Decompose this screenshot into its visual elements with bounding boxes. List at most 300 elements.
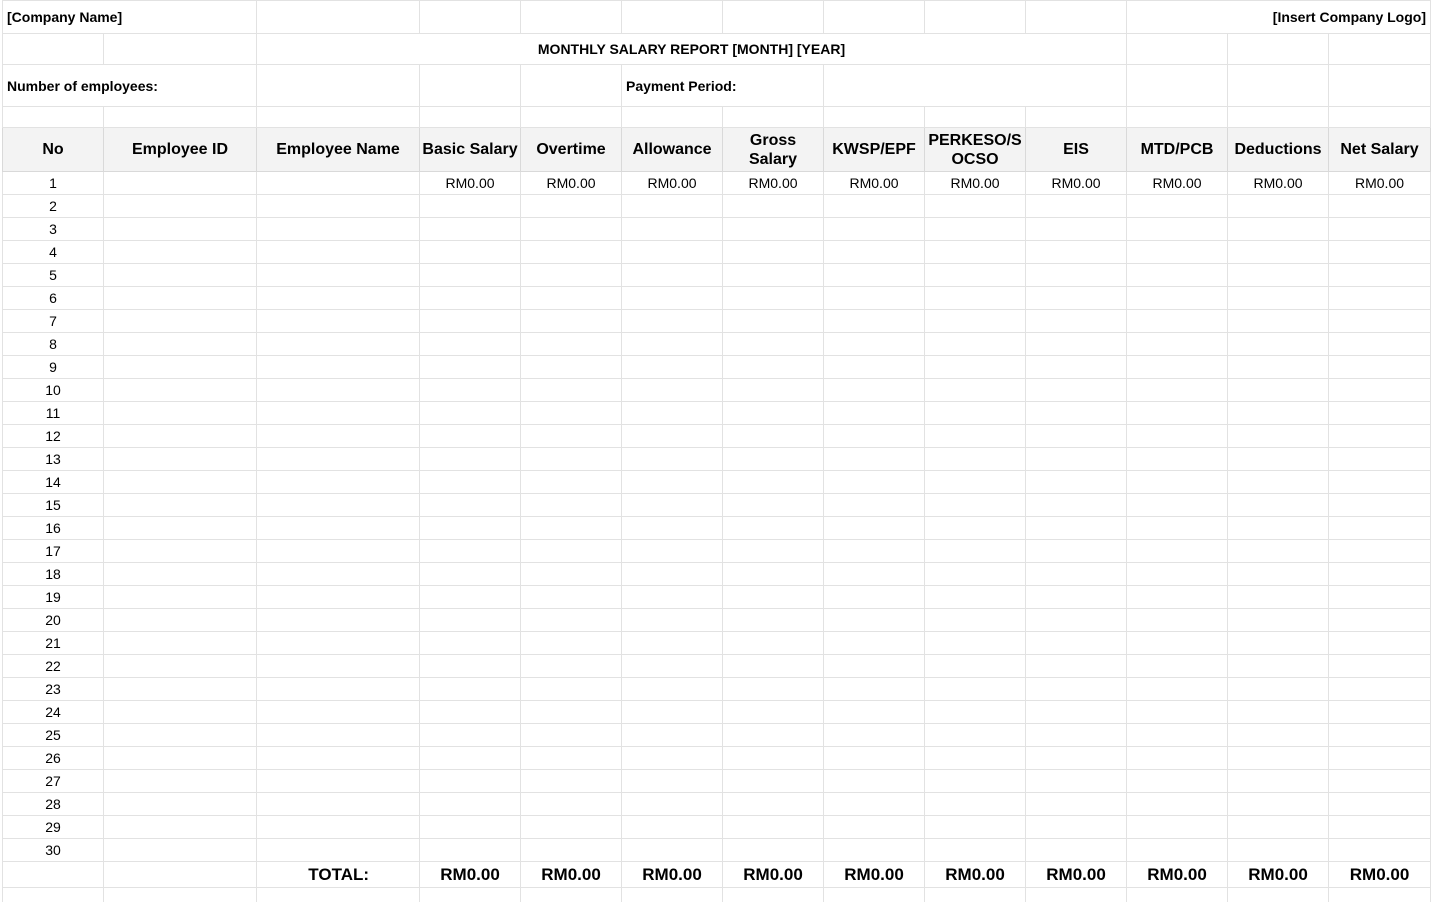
amount-cell[interactable] bbox=[1228, 517, 1329, 540]
employee-name-cell[interactable] bbox=[257, 287, 420, 310]
amount-cell[interactable] bbox=[1329, 218, 1431, 241]
amount-cell[interactable] bbox=[824, 195, 925, 218]
employee-name-cell[interactable] bbox=[257, 195, 420, 218]
employee-id-cell[interactable] bbox=[104, 678, 257, 701]
amount-cell[interactable] bbox=[925, 425, 1026, 448]
amount-cell[interactable] bbox=[521, 586, 622, 609]
amount-cell[interactable] bbox=[521, 195, 622, 218]
cell[interactable] bbox=[1127, 888, 1228, 902]
amount-cell[interactable] bbox=[521, 540, 622, 563]
amount-cell[interactable] bbox=[925, 724, 1026, 747]
amount-cell[interactable] bbox=[1228, 356, 1329, 379]
column-header[interactable]: PERKESO/SOCSO bbox=[925, 128, 1026, 172]
amount-cell[interactable] bbox=[723, 839, 824, 862]
amount-cell[interactable] bbox=[925, 747, 1026, 770]
amount-cell[interactable] bbox=[925, 678, 1026, 701]
number-of-employees-label[interactable]: Number of employees: bbox=[3, 65, 257, 107]
employee-name-cell[interactable] bbox=[257, 471, 420, 494]
amount-cell[interactable] bbox=[622, 425, 723, 448]
amount-cell[interactable] bbox=[1329, 333, 1431, 356]
amount-cell[interactable] bbox=[925, 793, 1026, 816]
amount-cell[interactable] bbox=[1026, 241, 1127, 264]
amount-cell[interactable] bbox=[420, 724, 521, 747]
employee-name-cell[interactable] bbox=[257, 264, 420, 287]
amount-cell[interactable] bbox=[824, 655, 925, 678]
amount-cell[interactable] bbox=[1228, 816, 1329, 839]
amount-cell[interactable] bbox=[521, 402, 622, 425]
amount-cell[interactable] bbox=[824, 540, 925, 563]
employee-name-cell[interactable] bbox=[257, 517, 420, 540]
amount-cell[interactable] bbox=[1228, 540, 1329, 563]
amount-cell[interactable] bbox=[420, 747, 521, 770]
cell[interactable] bbox=[104, 888, 257, 902]
cell[interactable] bbox=[824, 107, 925, 128]
company-logo-cell[interactable]: [Insert Company Logo] bbox=[1127, 1, 1431, 34]
amount-cell[interactable] bbox=[1127, 839, 1228, 862]
amount-cell[interactable] bbox=[824, 609, 925, 632]
employee-name-cell[interactable] bbox=[257, 172, 420, 195]
amount-cell[interactable] bbox=[420, 241, 521, 264]
amount-cell[interactable] bbox=[622, 563, 723, 586]
amount-cell[interactable] bbox=[925, 655, 1026, 678]
amount-cell[interactable] bbox=[622, 448, 723, 471]
employee-id-cell[interactable] bbox=[104, 494, 257, 517]
amount-cell[interactable] bbox=[420, 333, 521, 356]
amount-cell[interactable] bbox=[1228, 839, 1329, 862]
cell[interactable] bbox=[1329, 34, 1431, 65]
row-number-cell[interactable]: 12 bbox=[3, 425, 104, 448]
amount-cell[interactable] bbox=[1127, 379, 1228, 402]
amount-cell[interactable] bbox=[925, 264, 1026, 287]
employee-id-cell[interactable] bbox=[104, 586, 257, 609]
employee-name-cell[interactable] bbox=[257, 678, 420, 701]
amount-cell[interactable] bbox=[1026, 793, 1127, 816]
amount-cell[interactable] bbox=[723, 747, 824, 770]
amount-cell[interactable] bbox=[723, 264, 824, 287]
total-amount-cell[interactable]: RM0.00 bbox=[1026, 862, 1127, 888]
amount-cell[interactable] bbox=[420, 632, 521, 655]
amount-cell[interactable]: RM0.00 bbox=[1026, 172, 1127, 195]
amount-cell[interactable] bbox=[824, 586, 925, 609]
column-header[interactable]: EIS bbox=[1026, 128, 1127, 172]
employee-name-cell[interactable] bbox=[257, 425, 420, 448]
amount-cell[interactable] bbox=[622, 655, 723, 678]
cell[interactable] bbox=[1026, 107, 1127, 128]
amount-cell[interactable] bbox=[723, 655, 824, 678]
row-number-cell[interactable]: 28 bbox=[3, 793, 104, 816]
employee-id-cell[interactable] bbox=[104, 379, 257, 402]
amount-cell[interactable] bbox=[1026, 632, 1127, 655]
amount-cell[interactable] bbox=[521, 356, 622, 379]
amount-cell[interactable] bbox=[824, 379, 925, 402]
amount-cell[interactable] bbox=[420, 701, 521, 724]
amount-cell[interactable] bbox=[1026, 333, 1127, 356]
cell[interactable] bbox=[420, 888, 521, 902]
employee-name-cell[interactable] bbox=[257, 770, 420, 793]
amount-cell[interactable] bbox=[1329, 747, 1431, 770]
amount-cell[interactable] bbox=[925, 448, 1026, 471]
amount-cell[interactable] bbox=[1228, 770, 1329, 793]
amount-cell[interactable] bbox=[521, 839, 622, 862]
employee-name-cell[interactable] bbox=[257, 655, 420, 678]
cell[interactable] bbox=[3, 888, 104, 902]
amount-cell[interactable] bbox=[521, 218, 622, 241]
amount-cell[interactable] bbox=[1127, 586, 1228, 609]
employee-name-cell[interactable] bbox=[257, 839, 420, 862]
row-number-cell[interactable]: 23 bbox=[3, 678, 104, 701]
amount-cell[interactable] bbox=[1127, 563, 1228, 586]
cell[interactable] bbox=[1329, 65, 1431, 107]
employee-name-cell[interactable] bbox=[257, 310, 420, 333]
employee-name-cell[interactable] bbox=[257, 241, 420, 264]
amount-cell[interactable] bbox=[420, 287, 521, 310]
amount-cell[interactable] bbox=[521, 701, 622, 724]
amount-cell[interactable] bbox=[420, 402, 521, 425]
amount-cell[interactable] bbox=[521, 747, 622, 770]
amount-cell[interactable] bbox=[420, 678, 521, 701]
row-number-cell[interactable]: 18 bbox=[3, 563, 104, 586]
employee-id-cell[interactable] bbox=[104, 310, 257, 333]
column-header[interactable]: No bbox=[3, 128, 104, 172]
cell[interactable] bbox=[622, 888, 723, 902]
employee-name-cell[interactable] bbox=[257, 632, 420, 655]
amount-cell[interactable] bbox=[622, 747, 723, 770]
amount-cell[interactable] bbox=[622, 701, 723, 724]
amount-cell[interactable] bbox=[1026, 264, 1127, 287]
column-header[interactable]: Gross Salary bbox=[723, 128, 824, 172]
amount-cell[interactable] bbox=[1026, 448, 1127, 471]
amount-cell[interactable] bbox=[824, 563, 925, 586]
amount-cell[interactable] bbox=[1127, 448, 1228, 471]
amount-cell[interactable] bbox=[1228, 609, 1329, 632]
amount-cell[interactable] bbox=[1329, 425, 1431, 448]
amount-cell[interactable] bbox=[521, 793, 622, 816]
amount-cell[interactable] bbox=[521, 609, 622, 632]
employee-name-cell[interactable] bbox=[257, 701, 420, 724]
amount-cell[interactable] bbox=[1228, 701, 1329, 724]
cell[interactable] bbox=[257, 888, 420, 902]
amount-cell[interactable] bbox=[622, 310, 723, 333]
amount-cell[interactable] bbox=[723, 448, 824, 471]
total-amount-cell[interactable]: RM0.00 bbox=[1127, 862, 1228, 888]
row-number-cell[interactable]: 13 bbox=[3, 448, 104, 471]
amount-cell[interactable] bbox=[723, 540, 824, 563]
employee-id-cell[interactable] bbox=[104, 770, 257, 793]
cell[interactable] bbox=[1329, 107, 1431, 128]
amount-cell[interactable] bbox=[1228, 471, 1329, 494]
total-amount-cell[interactable]: RM0.00 bbox=[420, 862, 521, 888]
amount-cell[interactable] bbox=[723, 287, 824, 310]
row-number-cell[interactable]: 7 bbox=[3, 310, 104, 333]
amount-cell[interactable] bbox=[1127, 425, 1228, 448]
row-number-cell[interactable]: 24 bbox=[3, 701, 104, 724]
amount-cell[interactable] bbox=[824, 356, 925, 379]
employee-id-cell[interactable] bbox=[104, 287, 257, 310]
amount-cell[interactable] bbox=[420, 770, 521, 793]
row-number-cell[interactable]: 2 bbox=[3, 195, 104, 218]
amount-cell[interactable] bbox=[1026, 494, 1127, 517]
amount-cell[interactable] bbox=[420, 494, 521, 517]
amount-cell[interactable] bbox=[824, 839, 925, 862]
amount-cell[interactable] bbox=[521, 632, 622, 655]
amount-cell[interactable] bbox=[925, 632, 1026, 655]
amount-cell[interactable] bbox=[622, 218, 723, 241]
amount-cell[interactable] bbox=[1329, 356, 1431, 379]
cell[interactable] bbox=[925, 1, 1026, 34]
column-header[interactable]: Employee ID bbox=[104, 128, 257, 172]
amount-cell[interactable] bbox=[1329, 724, 1431, 747]
amount-cell[interactable] bbox=[1026, 678, 1127, 701]
amount-cell[interactable] bbox=[1329, 540, 1431, 563]
column-header[interactable]: Employee Name bbox=[257, 128, 420, 172]
total-amount-cell[interactable]: RM0.00 bbox=[1329, 862, 1431, 888]
cell[interactable] bbox=[1228, 107, 1329, 128]
employee-id-cell[interactable] bbox=[104, 793, 257, 816]
amount-cell[interactable] bbox=[1228, 563, 1329, 586]
amount-cell[interactable] bbox=[1228, 793, 1329, 816]
amount-cell[interactable] bbox=[824, 218, 925, 241]
amount-cell[interactable] bbox=[420, 379, 521, 402]
amount-cell[interactable] bbox=[1026, 517, 1127, 540]
amount-cell[interactable]: RM0.00 bbox=[1127, 172, 1228, 195]
amount-cell[interactable] bbox=[622, 632, 723, 655]
amount-cell[interactable] bbox=[1228, 678, 1329, 701]
amount-cell[interactable] bbox=[723, 563, 824, 586]
amount-cell[interactable] bbox=[1127, 747, 1228, 770]
amount-cell[interactable] bbox=[925, 816, 1026, 839]
total-amount-cell[interactable]: RM0.00 bbox=[622, 862, 723, 888]
cell[interactable] bbox=[104, 862, 257, 888]
payment-period-label[interactable]: Payment Period: bbox=[622, 65, 824, 107]
amount-cell[interactable] bbox=[521, 264, 622, 287]
amount-cell[interactable] bbox=[723, 241, 824, 264]
employee-name-cell[interactable] bbox=[257, 333, 420, 356]
cell[interactable] bbox=[723, 1, 824, 34]
amount-cell[interactable] bbox=[1026, 655, 1127, 678]
amount-cell[interactable] bbox=[622, 379, 723, 402]
amount-cell[interactable] bbox=[824, 701, 925, 724]
amount-cell[interactable] bbox=[723, 678, 824, 701]
cell[interactable] bbox=[1127, 34, 1228, 65]
amount-cell[interactable] bbox=[925, 701, 1026, 724]
amount-cell[interactable] bbox=[420, 816, 521, 839]
amount-cell[interactable] bbox=[1228, 310, 1329, 333]
employee-name-cell[interactable] bbox=[257, 540, 420, 563]
amount-cell[interactable] bbox=[521, 333, 622, 356]
amount-cell[interactable] bbox=[622, 402, 723, 425]
row-number-cell[interactable]: 26 bbox=[3, 747, 104, 770]
amount-cell[interactable] bbox=[1026, 701, 1127, 724]
amount-cell[interactable] bbox=[1127, 770, 1228, 793]
cell[interactable] bbox=[622, 107, 723, 128]
amount-cell[interactable] bbox=[521, 724, 622, 747]
amount-cell[interactable] bbox=[622, 609, 723, 632]
column-header[interactable]: KWSP/EPF bbox=[824, 128, 925, 172]
amount-cell[interactable] bbox=[723, 425, 824, 448]
amount-cell[interactable] bbox=[1329, 632, 1431, 655]
amount-cell[interactable] bbox=[1127, 632, 1228, 655]
column-header[interactable]: Overtime bbox=[521, 128, 622, 172]
amount-cell[interactable] bbox=[824, 517, 925, 540]
row-number-cell[interactable]: 5 bbox=[3, 264, 104, 287]
amount-cell[interactable] bbox=[521, 816, 622, 839]
amount-cell[interactable] bbox=[1127, 494, 1228, 517]
row-number-cell[interactable]: 11 bbox=[3, 402, 104, 425]
amount-cell[interactable] bbox=[1127, 609, 1228, 632]
row-number-cell[interactable]: 21 bbox=[3, 632, 104, 655]
amount-cell[interactable] bbox=[1026, 563, 1127, 586]
amount-cell[interactable] bbox=[622, 678, 723, 701]
row-number-cell[interactable]: 27 bbox=[3, 770, 104, 793]
amount-cell[interactable] bbox=[925, 195, 1026, 218]
cell[interactable] bbox=[1127, 107, 1228, 128]
row-number-cell[interactable]: 25 bbox=[3, 724, 104, 747]
amount-cell[interactable] bbox=[925, 839, 1026, 862]
amount-cell[interactable]: RM0.00 bbox=[1329, 172, 1431, 195]
employee-name-cell[interactable] bbox=[257, 793, 420, 816]
amount-cell[interactable] bbox=[1127, 287, 1228, 310]
amount-cell[interactable] bbox=[824, 793, 925, 816]
amount-cell[interactable] bbox=[1026, 402, 1127, 425]
amount-cell[interactable] bbox=[1329, 793, 1431, 816]
employee-id-cell[interactable] bbox=[104, 540, 257, 563]
amount-cell[interactable] bbox=[824, 494, 925, 517]
amount-cell[interactable] bbox=[1026, 609, 1127, 632]
amount-cell[interactable] bbox=[1329, 287, 1431, 310]
employee-id-cell[interactable] bbox=[104, 839, 257, 862]
amount-cell[interactable] bbox=[723, 471, 824, 494]
amount-cell[interactable] bbox=[420, 517, 521, 540]
total-label[interactable]: TOTAL: bbox=[257, 862, 420, 888]
amount-cell[interactable]: RM0.00 bbox=[622, 172, 723, 195]
employee-id-cell[interactable] bbox=[104, 816, 257, 839]
cell[interactable] bbox=[723, 107, 824, 128]
column-header[interactable]: Net Salary bbox=[1329, 128, 1431, 172]
cell[interactable] bbox=[1228, 888, 1329, 902]
employee-id-cell[interactable] bbox=[104, 724, 257, 747]
employee-id-cell[interactable] bbox=[104, 172, 257, 195]
amount-cell[interactable] bbox=[1127, 333, 1228, 356]
cell[interactable] bbox=[1228, 34, 1329, 65]
employee-id-cell[interactable] bbox=[104, 402, 257, 425]
amount-cell[interactable] bbox=[521, 655, 622, 678]
employee-name-cell[interactable] bbox=[257, 218, 420, 241]
amount-cell[interactable] bbox=[622, 770, 723, 793]
employee-name-cell[interactable] bbox=[257, 494, 420, 517]
total-amount-cell[interactable]: RM0.00 bbox=[824, 862, 925, 888]
amount-cell[interactable] bbox=[1228, 586, 1329, 609]
row-number-cell[interactable]: 16 bbox=[3, 517, 104, 540]
cell[interactable] bbox=[521, 65, 622, 107]
column-header[interactable]: Deductions bbox=[1228, 128, 1329, 172]
amount-cell[interactable] bbox=[1228, 655, 1329, 678]
amount-cell[interactable] bbox=[1026, 747, 1127, 770]
amount-cell[interactable] bbox=[723, 310, 824, 333]
amount-cell[interactable] bbox=[925, 402, 1026, 425]
cell[interactable] bbox=[257, 107, 420, 128]
amount-cell[interactable] bbox=[723, 770, 824, 793]
amount-cell[interactable] bbox=[723, 632, 824, 655]
cell[interactable] bbox=[1026, 1, 1127, 34]
amount-cell[interactable] bbox=[521, 310, 622, 333]
amount-cell[interactable] bbox=[1228, 333, 1329, 356]
amount-cell[interactable] bbox=[723, 609, 824, 632]
amount-cell[interactable] bbox=[824, 402, 925, 425]
employee-id-cell[interactable] bbox=[104, 333, 257, 356]
amount-cell[interactable] bbox=[925, 471, 1026, 494]
cell[interactable] bbox=[723, 888, 824, 902]
amount-cell[interactable] bbox=[420, 540, 521, 563]
amount-cell[interactable] bbox=[622, 241, 723, 264]
row-number-cell[interactable]: 19 bbox=[3, 586, 104, 609]
employee-id-cell[interactable] bbox=[104, 218, 257, 241]
amount-cell[interactable] bbox=[723, 356, 824, 379]
amount-cell[interactable] bbox=[1127, 724, 1228, 747]
amount-cell[interactable] bbox=[723, 517, 824, 540]
row-number-cell[interactable]: 3 bbox=[3, 218, 104, 241]
amount-cell[interactable] bbox=[1026, 839, 1127, 862]
amount-cell[interactable] bbox=[1127, 701, 1228, 724]
amount-cell[interactable] bbox=[1026, 816, 1127, 839]
amount-cell[interactable] bbox=[824, 241, 925, 264]
amount-cell[interactable]: RM0.00 bbox=[824, 172, 925, 195]
row-number-cell[interactable]: 29 bbox=[3, 816, 104, 839]
row-number-cell[interactable]: 4 bbox=[3, 241, 104, 264]
amount-cell[interactable] bbox=[723, 816, 824, 839]
amount-cell[interactable]: RM0.00 bbox=[1228, 172, 1329, 195]
amount-cell[interactable] bbox=[521, 241, 622, 264]
cell[interactable] bbox=[3, 34, 104, 65]
amount-cell[interactable] bbox=[925, 586, 1026, 609]
amount-cell[interactable] bbox=[622, 540, 723, 563]
amount-cell[interactable] bbox=[521, 494, 622, 517]
amount-cell[interactable] bbox=[925, 563, 1026, 586]
amount-cell[interactable] bbox=[1329, 494, 1431, 517]
amount-cell[interactable] bbox=[723, 724, 824, 747]
amount-cell[interactable] bbox=[1026, 356, 1127, 379]
employee-name-cell[interactable] bbox=[257, 747, 420, 770]
amount-cell[interactable] bbox=[925, 218, 1026, 241]
amount-cell[interactable] bbox=[1228, 241, 1329, 264]
amount-cell[interactable] bbox=[622, 586, 723, 609]
amount-cell[interactable] bbox=[1329, 816, 1431, 839]
total-amount-cell[interactable]: RM0.00 bbox=[723, 862, 824, 888]
cell[interactable] bbox=[1329, 888, 1431, 902]
amount-cell[interactable] bbox=[824, 333, 925, 356]
amount-cell[interactable] bbox=[420, 218, 521, 241]
employee-id-cell[interactable] bbox=[104, 356, 257, 379]
cell[interactable] bbox=[1127, 65, 1228, 107]
amount-cell[interactable] bbox=[925, 310, 1026, 333]
amount-cell[interactable] bbox=[1329, 839, 1431, 862]
cell[interactable] bbox=[521, 888, 622, 902]
amount-cell[interactable] bbox=[420, 448, 521, 471]
amount-cell[interactable] bbox=[420, 839, 521, 862]
amount-cell[interactable] bbox=[521, 425, 622, 448]
cell[interactable] bbox=[521, 107, 622, 128]
employee-id-cell[interactable] bbox=[104, 632, 257, 655]
row-number-cell[interactable]: 30 bbox=[3, 839, 104, 862]
employee-id-cell[interactable] bbox=[104, 517, 257, 540]
amount-cell[interactable] bbox=[1127, 540, 1228, 563]
column-header[interactable]: Basic Salary bbox=[420, 128, 521, 172]
row-number-cell[interactable]: 17 bbox=[3, 540, 104, 563]
cell[interactable] bbox=[925, 107, 1026, 128]
amount-cell[interactable] bbox=[723, 586, 824, 609]
amount-cell[interactable] bbox=[925, 609, 1026, 632]
cell[interactable] bbox=[1026, 888, 1127, 902]
employee-name-cell[interactable] bbox=[257, 609, 420, 632]
